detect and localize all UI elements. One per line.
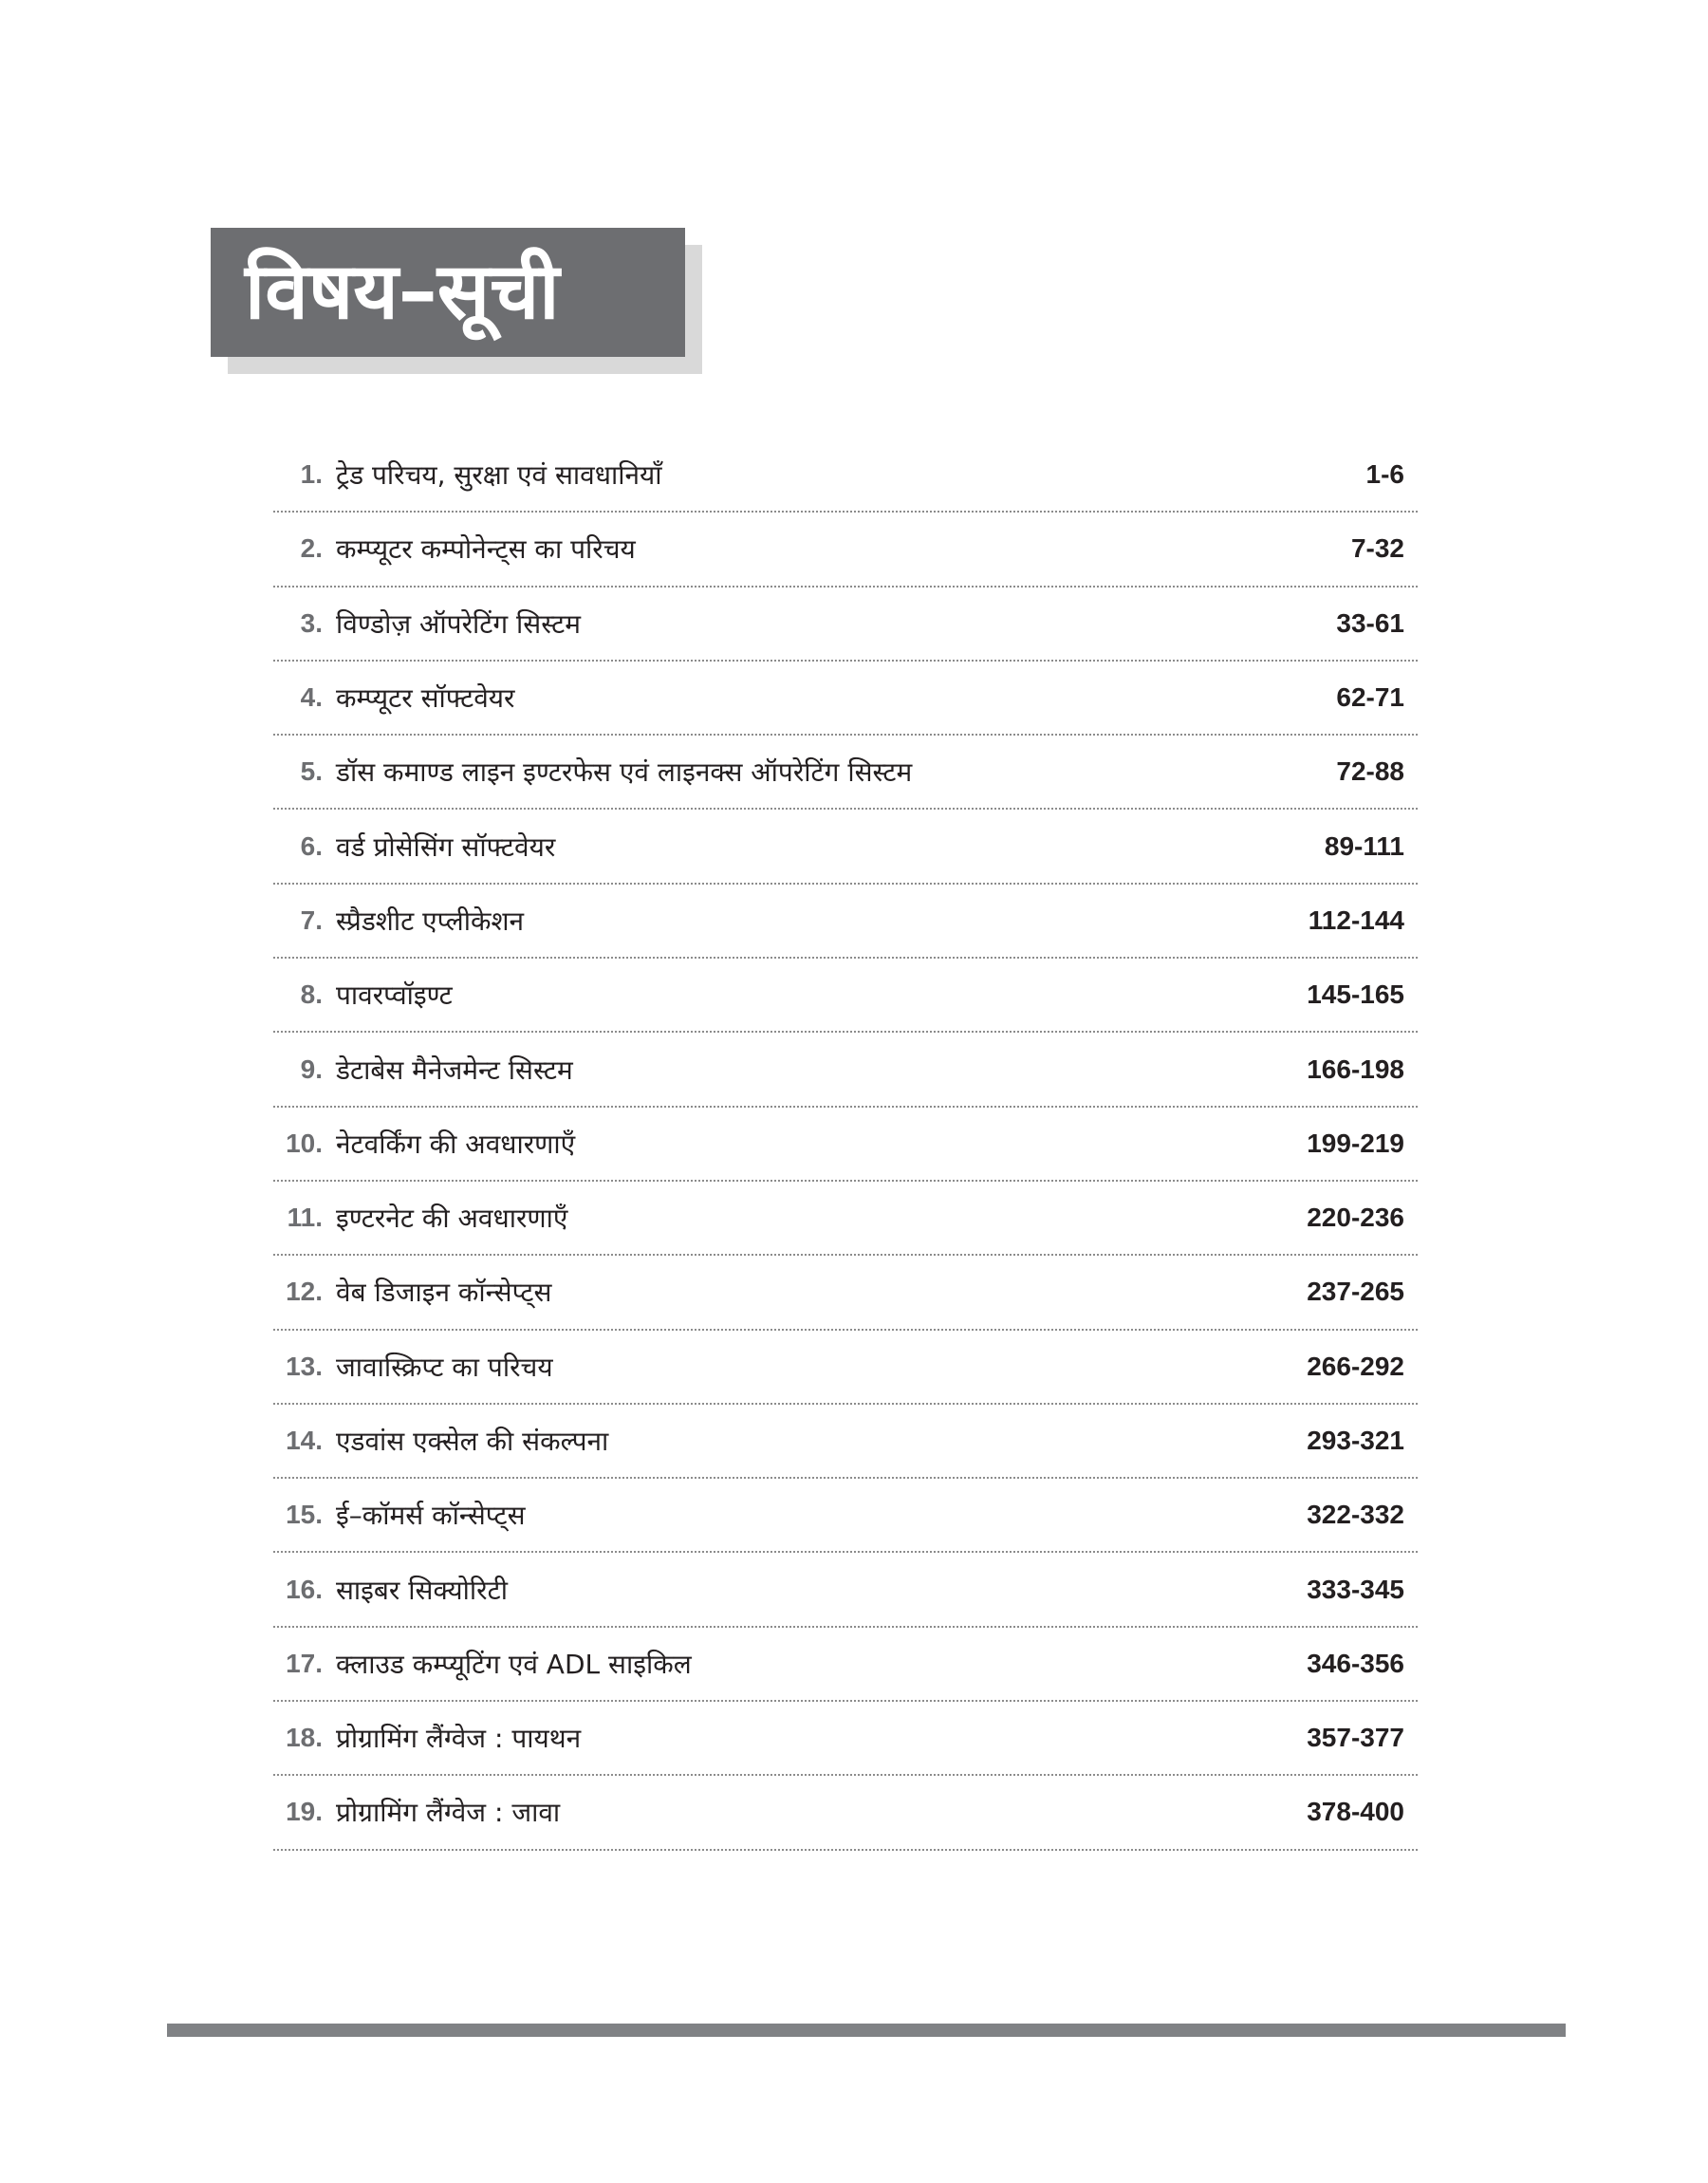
toc-entry-number: 3. bbox=[300, 607, 323, 638]
toc-entry[interactable] bbox=[273, 1256, 1418, 1330]
toc-entry-pages: 266-292 bbox=[1307, 1351, 1404, 1381]
toc-entry-number: 9. bbox=[300, 1054, 323, 1084]
toc-entry-title: प्रोग्रामिंग लैंग्वेज : जावा bbox=[336, 1797, 561, 1829]
toc-entry-title: डेटाबेस मैनेजमेन्ट सिस्टम bbox=[336, 1054, 573, 1086]
toc-entry-title: साइबर सिक्योरिटी bbox=[336, 1574, 508, 1606]
toc-entry[interactable] bbox=[273, 1628, 1418, 1702]
toc-entry[interactable] bbox=[273, 1033, 1418, 1107]
toc-entry-number: 6. bbox=[300, 830, 323, 861]
toc-entry-number: 15. bbox=[286, 1500, 323, 1530]
toc-entry[interactable] bbox=[273, 1182, 1418, 1256]
toc-entry-pages: 322-332 bbox=[1307, 1500, 1404, 1530]
toc-entry-pages: 293-321 bbox=[1307, 1426, 1404, 1455]
toc-entry-title: प्रोग्रामिंग लैंग्वेज : पायथन bbox=[336, 1723, 582, 1755]
toc-entry-pages: 220-236 bbox=[1307, 1203, 1404, 1233]
toc-entry-number: 17. bbox=[286, 1648, 323, 1678]
toc-entry-number: 10. bbox=[286, 1128, 323, 1158]
toc-entry-title: विण्डोज़ ऑपरेटिंग सिस्टम bbox=[336, 607, 581, 640]
toc-entry-title: डॉस कमाण्ड लाइन इण्टरफेस एवं लाइनक्स ऑपरेटिंग सिस्टम bbox=[336, 756, 913, 789]
toc-entry[interactable] bbox=[273, 1405, 1418, 1479]
toc-entry-pages: 357-377 bbox=[1307, 1723, 1404, 1753]
toc-entry-number: 11. bbox=[287, 1203, 323, 1233]
title-banner bbox=[211, 228, 685, 357]
toc-entry-number: 1. bbox=[300, 459, 323, 490]
table-of-contents bbox=[273, 438, 1418, 1851]
toc-entry[interactable] bbox=[273, 1479, 1418, 1553]
toc-entry[interactable] bbox=[273, 588, 1418, 662]
toc-entry-title: क्लाउड कम्प्यूटिंग एवं ADL साइकिल bbox=[336, 1648, 692, 1680]
toc-entry-pages: 333-345 bbox=[1307, 1574, 1404, 1604]
toc-entry[interactable] bbox=[273, 438, 1418, 513]
toc-entry-title: जावास्क्रिप्ट का परिचय bbox=[336, 1351, 553, 1383]
toc-entry-title: कम्प्यूटर सॉफ्टवेयर bbox=[336, 682, 515, 715]
toc-entry-pages: 237-265 bbox=[1307, 1277, 1404, 1307]
toc-entry-number: 16. bbox=[286, 1574, 323, 1604]
toc-entry-title: इण्टरनेट की अवधारणाएँ bbox=[336, 1203, 568, 1235]
toc-entry-pages: 62-71 bbox=[1336, 682, 1404, 713]
footer-divider bbox=[167, 2024, 1566, 2037]
toc-entry-number: 8. bbox=[300, 980, 323, 1010]
toc-entry-pages: 346-356 bbox=[1307, 1648, 1404, 1678]
toc-entry-title: वेब डिजाइन कॉन्सेप्ट्स bbox=[336, 1277, 552, 1309]
toc-entry-title: ई–कॉमर्स कॉन्सेप्ट्स bbox=[336, 1500, 526, 1532]
toc-entry-title: ट्रेड परिचय, सुरक्षा एवं सावधानियाँ bbox=[336, 459, 662, 492]
toc-entry-number: 5. bbox=[300, 756, 323, 787]
toc-entry[interactable] bbox=[273, 810, 1418, 884]
toc-entry-number: 14. bbox=[286, 1426, 323, 1455]
toc-entry-number: 18. bbox=[286, 1723, 323, 1753]
toc-entry-pages: 33-61 bbox=[1336, 607, 1404, 638]
toc-entry-pages: 112-144 bbox=[1308, 905, 1404, 935]
toc-entry[interactable] bbox=[273, 736, 1418, 810]
toc-entry-pages: 166-198 bbox=[1307, 1054, 1404, 1084]
toc-entry-title: वर्ड प्रोसेसिंग सॉफ्टवेयर bbox=[336, 830, 556, 863]
toc-entry-number: 2. bbox=[300, 533, 323, 564]
toc-entry[interactable] bbox=[273, 1108, 1418, 1182]
toc-entry-number: 4. bbox=[300, 682, 323, 713]
toc-entry-pages: 1-6 bbox=[1365, 459, 1404, 490]
toc-entry[interactable] bbox=[273, 959, 1418, 1033]
toc-entry[interactable] bbox=[273, 1331, 1418, 1405]
toc-entry-title: नेटवर्किंग की अवधारणाएँ bbox=[336, 1128, 576, 1160]
toc-entry[interactable] bbox=[273, 1553, 1418, 1627]
toc-entry-number: 7. bbox=[300, 905, 323, 935]
toc-entry[interactable] bbox=[273, 1702, 1418, 1776]
toc-entry-title: स्प्रैडशीट एप्लीकेशन bbox=[336, 905, 525, 937]
toc-entry[interactable] bbox=[273, 885, 1418, 959]
toc-entry-title: एडवांस एक्सेल की संकल्पना bbox=[336, 1426, 609, 1457]
page-title: विषय–सूची bbox=[211, 228, 685, 357]
toc-entry-pages: 72-88 bbox=[1336, 756, 1404, 787]
toc-entry-number: 13. bbox=[286, 1351, 323, 1381]
toc-entry-pages: 145-165 bbox=[1307, 980, 1404, 1010]
toc-entry-pages: 89-111 bbox=[1324, 830, 1404, 861]
toc-entry-number: 12. bbox=[286, 1277, 323, 1307]
toc-entry-title: कम्प्यूटर कम्पोनेन्ट्स का परिचय bbox=[336, 533, 636, 566]
toc-entry[interactable] bbox=[273, 1776, 1418, 1850]
toc-entry-number: 19. bbox=[286, 1797, 323, 1827]
toc-entry-pages: 199-219 bbox=[1307, 1128, 1404, 1158]
toc-entry-pages: 7-32 bbox=[1350, 533, 1404, 564]
toc-entry[interactable] bbox=[273, 513, 1418, 587]
toc-entry[interactable] bbox=[273, 662, 1418, 736]
toc-entry-pages: 378-400 bbox=[1307, 1797, 1404, 1827]
toc-entry-title: पावरप्वॉइण्ट bbox=[336, 980, 453, 1012]
